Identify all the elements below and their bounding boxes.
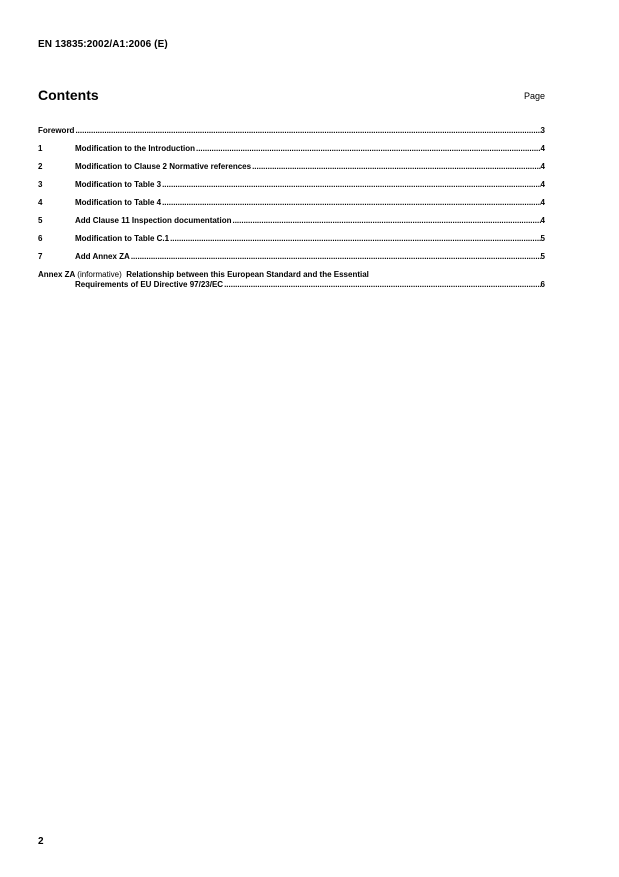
toc-entry-text: Modification to Table 4	[75, 198, 162, 207]
toc-entry-page: 4	[540, 162, 545, 171]
toc-entry-page: 4	[540, 180, 545, 189]
toc-entry-number: 4	[38, 198, 43, 207]
toc-entry-number: 7	[38, 252, 43, 261]
document-header: EN 13835:2002/A1:2006 (E)	[38, 39, 168, 50]
contents-title-row	[38, 87, 545, 105]
contents-title: Contents	[38, 87, 99, 103]
toc-dot-leader	[162, 180, 540, 190]
toc-dot-leader	[196, 144, 541, 154]
page-column-label: Page	[523, 91, 545, 101]
toc-entry-text: Modification to Table 3	[75, 180, 162, 189]
toc-entry-3[interactable]	[38, 178, 545, 196]
annex-title-line-2	[38, 280, 545, 290]
toc-entry-number: 6	[38, 234, 43, 243]
page-number: 2	[38, 836, 44, 847]
toc-entry-text: Add Clause 11 Inspection documentation	[75, 216, 232, 225]
annex-prefix: Annex ZA	[38, 270, 76, 279]
toc-entry-text: Foreword	[38, 126, 75, 135]
annex-title-text-2: Requirements of EU Directive 97/23/EC	[75, 280, 224, 289]
toc-dot-leader	[170, 234, 540, 244]
toc-entry-annex-za[interactable]	[38, 268, 545, 290]
toc-entry-number: 5	[38, 216, 43, 225]
toc-entry-number: 3	[38, 180, 43, 189]
toc-entry-page: 6	[540, 280, 545, 289]
toc-entry-4[interactable]	[38, 196, 545, 214]
toc-dot-leader	[131, 252, 541, 262]
toc-entry-7[interactable]	[38, 250, 545, 268]
annex-title-text-1: Relationship between this European Standard and the Essential	[126, 270, 369, 279]
toc-dot-leader	[75, 126, 540, 136]
toc-entry-page: 3	[540, 126, 545, 135]
toc-entry-5[interactable]	[38, 214, 545, 232]
toc-entry-page: 5	[540, 234, 545, 243]
toc-entry-foreword[interactable]	[38, 124, 545, 142]
toc-entry-text: Modification to Clause 2 Normative references	[75, 162, 252, 171]
annex-informative-label: (informative)	[77, 270, 122, 279]
toc-dot-leader	[252, 162, 540, 172]
toc-entry-2[interactable]	[38, 160, 545, 178]
toc-entry-text: Modification to Table C.1	[75, 234, 170, 243]
toc-entry-text: Modification to the Introduction	[75, 144, 195, 153]
toc-entry-page: 4	[540, 216, 545, 225]
toc-entry-page: 4	[540, 144, 545, 153]
toc-entry-number: 2	[38, 162, 43, 171]
table-of-contents	[38, 124, 545, 290]
toc-dot-leader	[232, 216, 540, 226]
toc-entry-number: 1	[38, 144, 43, 153]
toc-entry-1[interactable]	[38, 142, 545, 160]
toc-dot-leader	[162, 198, 540, 208]
toc-entry-6[interactable]	[38, 232, 545, 250]
toc-entry-page: 5	[540, 252, 545, 261]
toc-entry-text: Add Annex ZA	[75, 252, 130, 261]
toc-dot-leader	[224, 280, 540, 290]
toc-entry-page: 4	[540, 198, 545, 207]
annex-title-line-1	[38, 268, 545, 280]
